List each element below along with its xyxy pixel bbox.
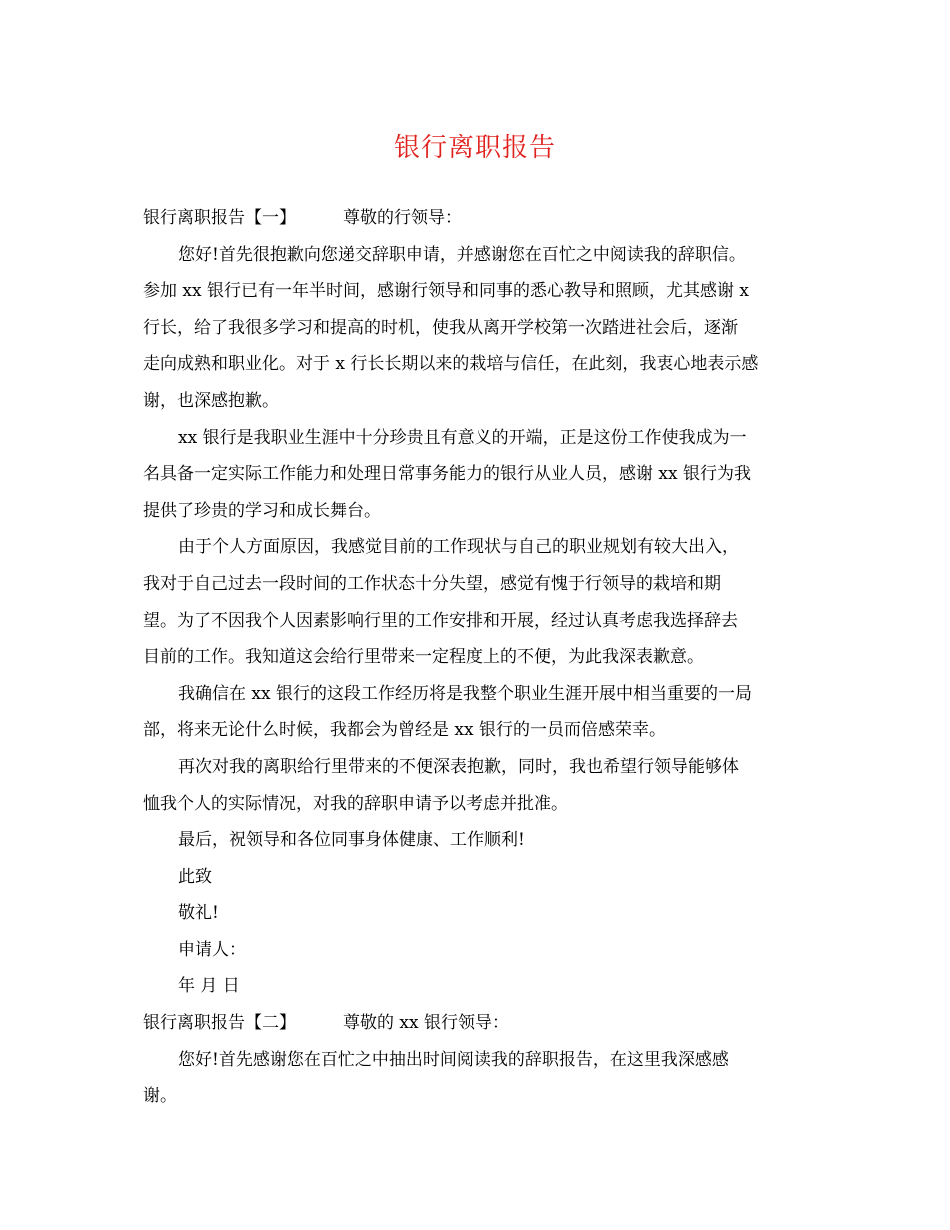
line-text: 由于个人方面原因，我感觉目前的工作现状与自己的职业规划有较大出入，: [178, 537, 739, 558]
line-text: 谢，也深感抱歉。: [143, 390, 279, 411]
text-line: [143, 346, 813, 383]
line-text: 银行离职报告【一】: [143, 208, 296, 228]
text-line: [143, 786, 813, 823]
text-line: [143, 639, 813, 676]
text-line: [143, 456, 813, 493]
line-text: 目前的工作。我知道这会给行里带来一定程度上的不便，为此我深表歉意。: [143, 647, 704, 668]
line-text: 行长，给了我很多学习和提高的时机，使我从离开学校第一次踏进社会后，逐渐: [143, 317, 738, 338]
line-text: 再次对我的离职给行里带来的不便深表抱歉，同时，我也希望行领导能够体: [178, 756, 739, 777]
text-line: [143, 676, 813, 713]
line-text: xx 银行是我职业生涯中十分珍贵且有意义的开端，正是这份工作使我成为一: [178, 427, 747, 448]
line-text: 参加 xx 银行已有一年半时间，感谢行领导和同事的悉心教导和照顾，尤其感谢 x: [143, 281, 749, 302]
text-line: [143, 493, 813, 530]
line-text: 敬礼!: [178, 903, 219, 924]
text-line: [143, 310, 813, 347]
text-line: [143, 822, 813, 859]
text-line: [143, 712, 813, 749]
salutation-text: 尊敬的行领导：: [343, 208, 462, 228]
line-text: 谢。: [143, 1086, 177, 1107]
line-text: 望。为了不因我个人因素影响行里的工作安排和开展，经过认真考虑我选择辞去: [143, 610, 738, 631]
text-line: [143, 1005, 813, 1042]
line-text: 我对于自己过去一段时间的工作状态十分失望，感觉有愧于行领导的栽培和期: [143, 573, 721, 594]
text-line: [143, 1042, 813, 1079]
line-text: 此致: [178, 866, 212, 887]
text-line: [143, 895, 813, 932]
text-line: [143, 420, 813, 457]
text-line: [143, 603, 813, 640]
letter-body: [143, 200, 813, 1115]
line-text: 最后，祝领导和各位同事身体健康、工作顺利!: [178, 830, 525, 851]
text-line: [143, 1078, 813, 1115]
line-text: 您好!首先感谢您在百忙之中抽出时间阅读我的辞职报告，在这里我深感感: [178, 1049, 729, 1070]
text-line: [143, 859, 813, 896]
line-text: 部，将来无论什么时候，我都会为曾经是 xx 银行的一员而倍感荣幸。: [143, 720, 666, 741]
line-text: 您好!首先很抱歉向您递交辞职申请，并感谢您在百忙之中阅读我的辞职信。: [178, 244, 746, 265]
salutation-text: 尊敬的 xx 银行领导：: [343, 1013, 509, 1034]
line-text: 申请人：: [178, 939, 246, 960]
line-text: 提供了珍贵的学习和成长舞台。: [143, 500, 381, 521]
text-line: [143, 200, 813, 237]
line-text: 银行离职报告【二】: [143, 1013, 296, 1034]
page-title: 银行离职报告: [393, 133, 556, 163]
text-line: [143, 968, 813, 1005]
line-text: 走向成熟和职业化。对于 x 行长长期以来的栽培与信任，在此刻，我衷心地表示感: [143, 354, 759, 375]
text-line: [143, 932, 813, 969]
text-line: [143, 237, 813, 274]
line-text: 我确信在 xx 银行的这段工作经历将是我整个职业生涯开展中相当重要的一局: [178, 683, 752, 704]
text-line: [143, 383, 813, 420]
line-text: 名具备一定实际工作能力和处理日常事务能力的银行从业人员，感谢 xx 银行为我: [143, 464, 751, 485]
line-text: 恤我个人的实际情况，对我的辞职申请予以考虑并批准。: [143, 793, 568, 814]
text-line: [143, 749, 813, 786]
text-line: [143, 566, 813, 603]
text-line: [143, 273, 813, 310]
text-line: [143, 529, 813, 566]
line-text: 年 月 日: [178, 976, 240, 997]
